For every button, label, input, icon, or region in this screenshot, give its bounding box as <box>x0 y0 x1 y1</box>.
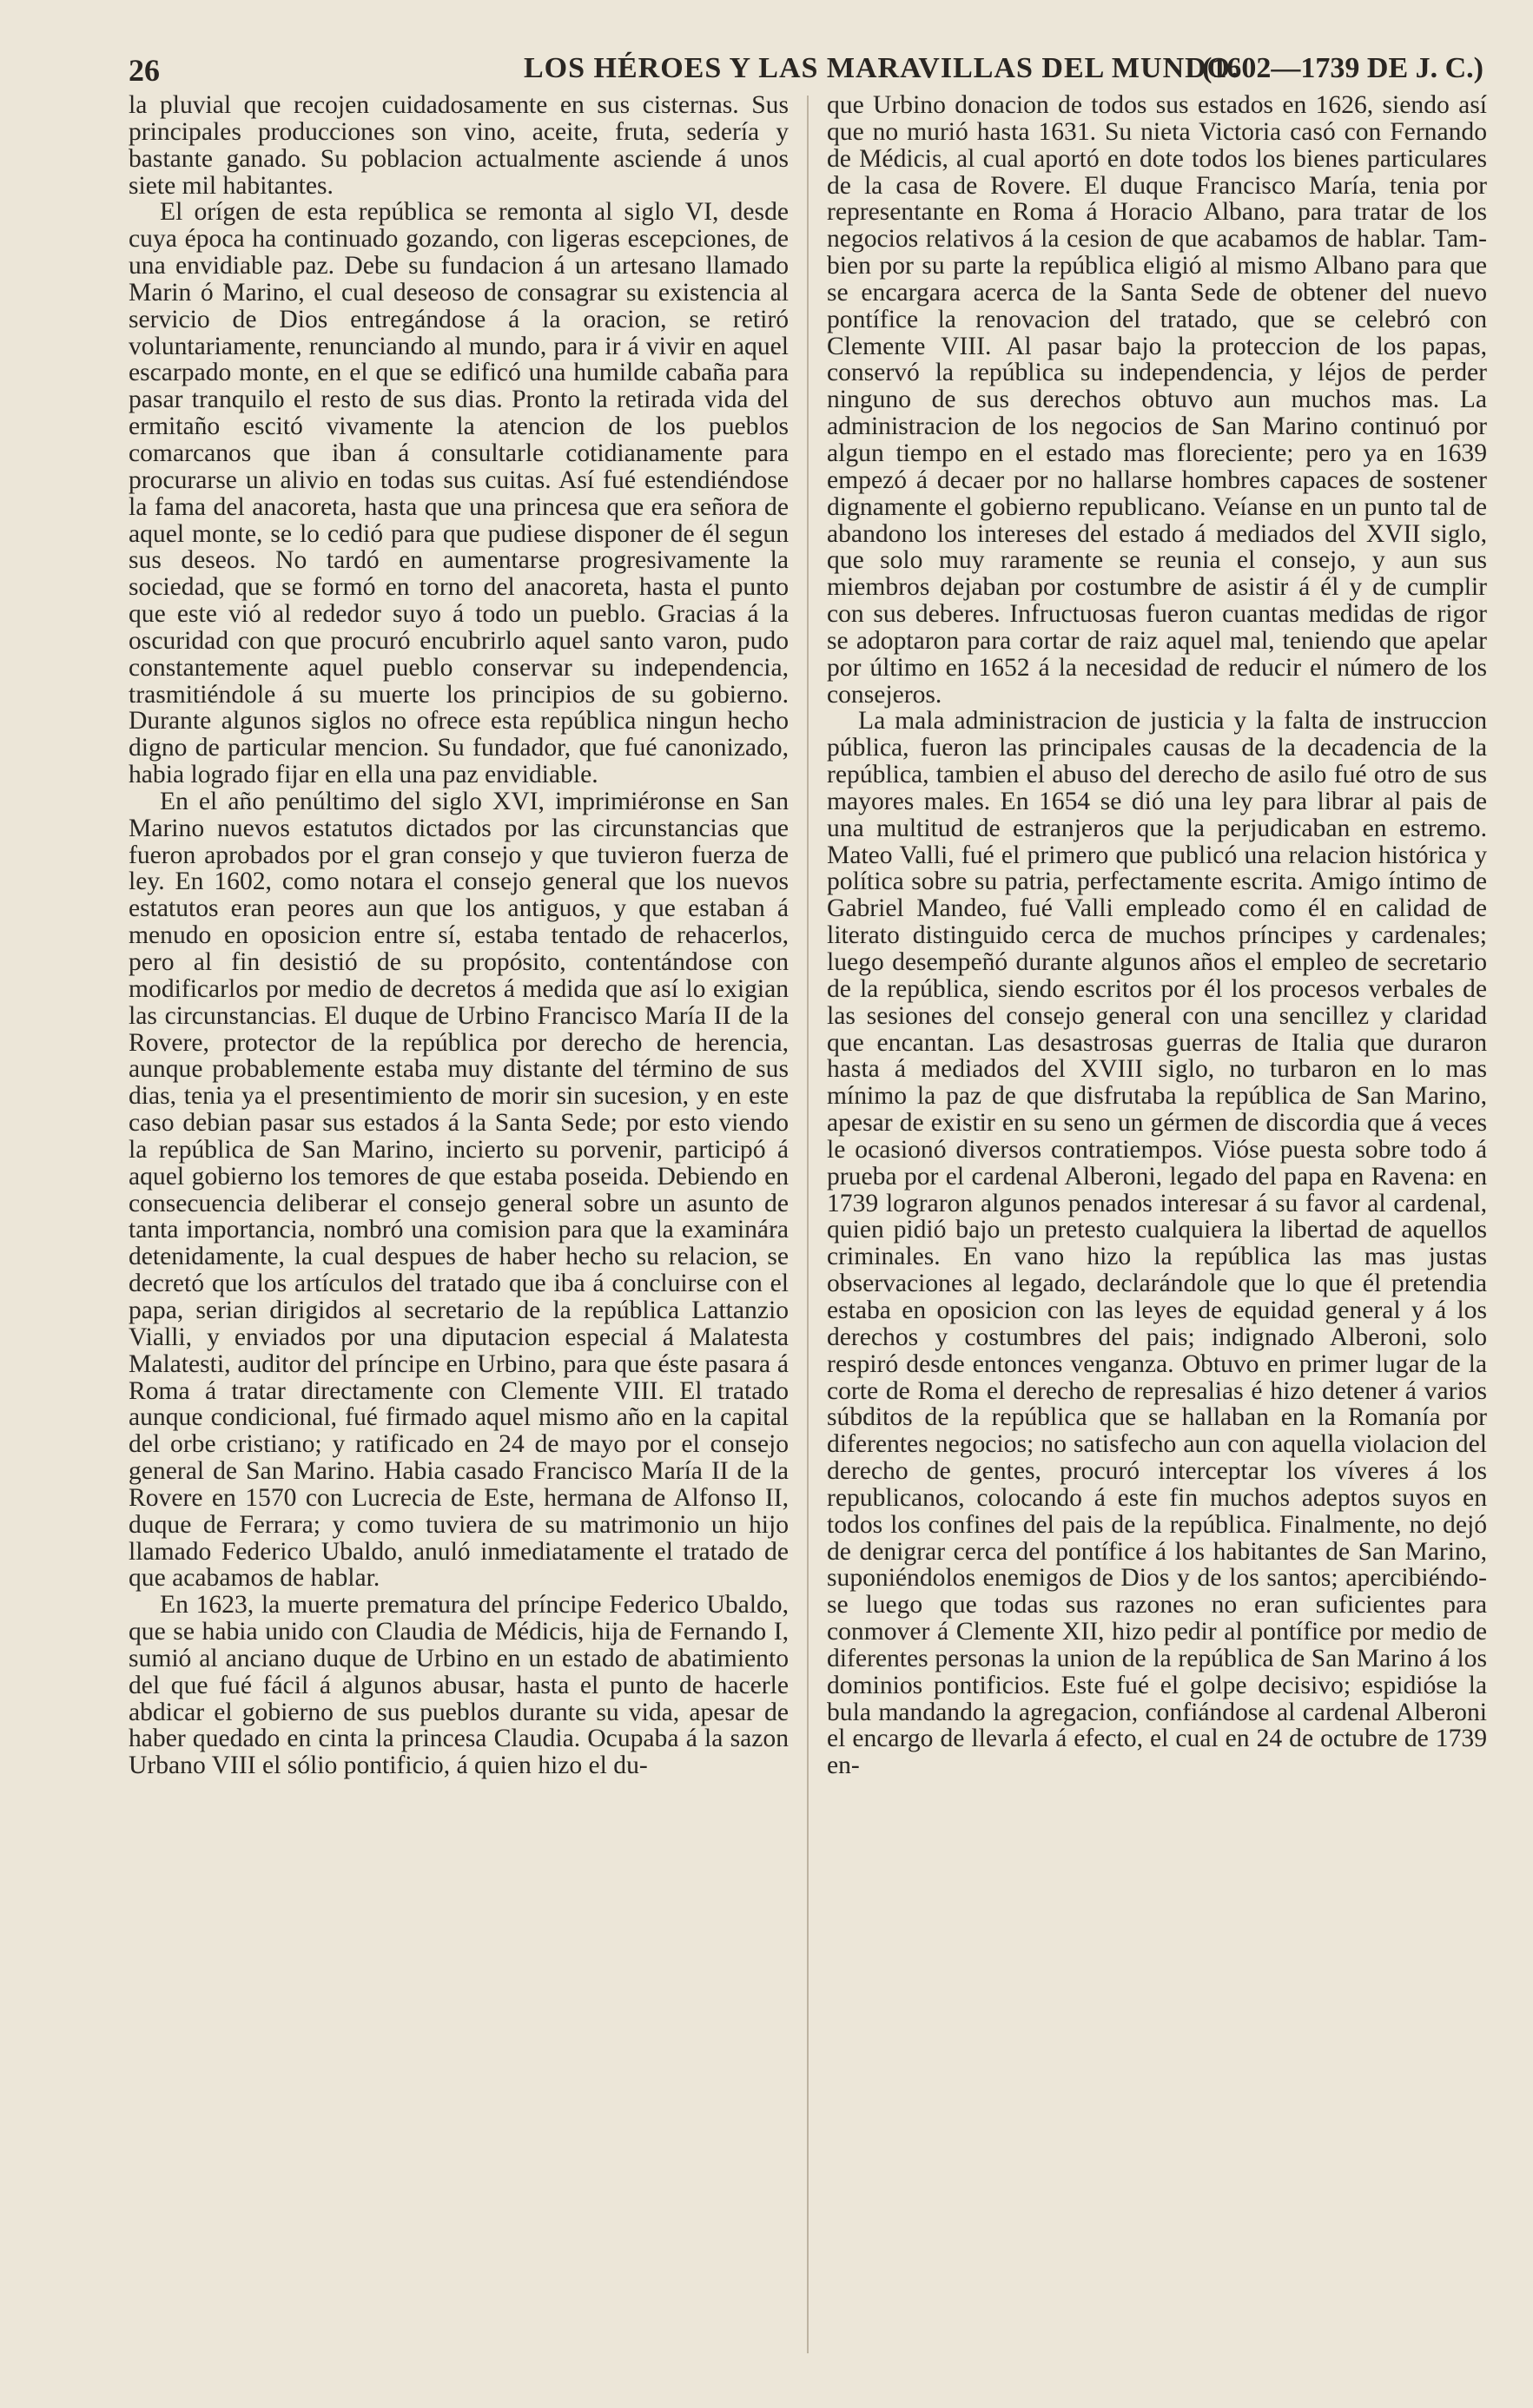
page-header <box>129 47 1483 90</box>
date-range: (1602—1739 DE J. C.) <box>1202 52 1483 84</box>
paragraph: El orígen de esta república se remonta al siglo VI, desde cuya época ha continuado gozando, con ligeras escepciones, de una envidiable paz. Debe su fundacion á un artesano llamado Marin ó Marino, el cual deseoso de consagrar su existencia al servicio de Dios entregándose á la oracion, se retiró voluntariamente, renunciando al mundo, para ir á vivir en aquel escarpado monte, en el que se edificó una humilde cabaña para pasar tranquilo el resto de sus dias. Pronto la retirada vida del ermitaño escitó vivamente la atencion de los pueblos comarcanos que iban á consultarle cotidianamente para procurarse un alivio en todas sus cuitas. Así fué estendiéndose la fama del anacoreta, hasta que una princesa que era señora de aquel monte, se lo cedió para que pudiese disponer de él segun sus deseos. No tardó en aumentarse progresivamente la sociedad, que se formó en torno del anacoreta, hasta el punto que este vió al rededor suyo á todo un pueblo. Gracias á la oscuridad con que procuró encubrirlo aquel santo varon, pudo constantemente aquel pueblo conservar su independencia, trasmitiéndole á su muerte los principios de su gobierno. Durante algunos siglos no ofrece esta república ningun hecho digno de particular mencion. Su fundador, que fué canonizado, habia logrado fijar en ella una paz envidiable. <box>129 198 789 789</box>
column-divider <box>807 96 809 2353</box>
right-column <box>827 92 1487 2385</box>
running-title: LOS HÉROES Y LAS MARAVILLAS DEL MUNDO. <box>524 52 1239 84</box>
page-number: 26 <box>129 53 160 88</box>
paragraph: En el año penúltimo del siglo XVI, imprimiéronse en San Marino nuevos estatutos dictados por las circunstancias que fueron aprobados por el gran consejo y que tuvieron fuerza de ley. En 1602, como notara el consejo general que los nuevos estatutos eran peores aun que los antiguos, y que estaban á menudo en oposicion entre sí, estaba tentado de rehacerlos, pero al fin desistió de su propósito, contentándose con modificarlos por medio de decretos á medida que así lo exigian las circunstancias. El duque de Urbino Francisco María II de la Rovere, protector de la república por derecho de herencia, aunque probablemente estaba muy distante del término de sus dias, tenia ya el presentimiento de morir sin sucesion, y en este caso debian pasar sus estados á la Santa Sede; por esto viendo la república de San Marino, incierto su porvenir, participó á aquel gobierno los temores de que estaba poseida. Debiendo en consecuencia deliberar el consejo general sobre un asunto de tanta importancia, nombró una comision para que la examinára detenidamente, la cual despues de haber hecho su relacion, se decretó que los artículos del tratado que iba á concluirse con el papa, serian dirigidos al secretario de la república Lattanzio Vialli, y enviados por una diputacion especial á Malatesta Malatesti, auditor del príncipe en Urbino, para que éste pasara á Roma á tratar directamente con Clemente VIII. El tratado aunque condicional, fué firmado aquel mismo año en la capital del orbe cristiano; y ratificado en 24 de mayo por el consejo general de San Marino. Habia casado Francisco María II de la Rovere en 1570 con Lucrecia de Este, hermana de Alfonso II, duque de Ferrara; y como tuviera de su matrimonio un hijo llamado Federico Ubaldo, anuló inmediatamente el tratado de que acabamos de hablar. <box>129 787 789 1593</box>
paragraph: que Urbino donacion de todos sus estados en 1626, siendo así que no murió hasta 1631. Su nieta Victoria casó con Fernando de Médicis, al cual aportó en dote todos los bienes particulares de la casa de Rovere. El duque Francisco María, tenia por representante en Roma á Horacio Albano, para tratar de los negocios relativos á la cesion de que acabamos de hablar. Tambien por su parte la república eligió al mismo Albano para que se encargara acerca de la Santa Sede de obtener del nuevo pontífice la renovacion del tratado, que se celebró con Clemente VIII. Al pasar bajo la proteccion de los papas, conservó la república su independencia, y léjos de perder ninguno de sus derechos obtuvo aun muchos mas. La administracion de los negocios de San Marino continuó por algun tiempo en el estado mas floreciente; pero ya en 1639 empezó á decaer por no hallarse hombres capaces de sostener dignamente el gobierno republicano. Veíanse en un punto tal de abandono los intereses del estado á mediados del XVII siglo, que solo muy raramente se reunia el consejo, y aun sus miembros dejaban por costumbre de asistir á él y de cumplir con sus deberes. Infructuosas fueron cuantas medidas de rigor se adoptaron para cortar de raiz aquel mal, teniendo que apelar por último en 1652 á la necesidad de reducir el número de los consejeros. <box>827 92 1487 709</box>
paragraph: En 1623, la muerte prematura del príncipe Federico Ubaldo, que se habia unido con Claudia de Médicis, hija de Fernando I, sumió al anciano duque de Urbino en un estado de abatimiento del que fué fácil á algunos abusar, hasta el punto de hacerle abdicar el gobierno de sus pueblos durante su vida, apesar de haber quedado en cinta la princesa Claudia. Ocupaba á la sazon Urbano VIII el sólio pontificio, á quien hizo el du- <box>129 1591 789 1780</box>
paragraph: La mala administracion de justicia y la falta de instruccion pública, fueron las principales causas de la decadencia de la república, tambien el abuso del derecho de asilo fué otro de sus mayores males. En 1654 se dió una ley para librar al pais de una multitud de estranjeros que la perjudicaban en estremo. Mateo Valli, fué el primero que publicó una relacion histórica y política sobre su patria, perfectamente escrita. Amigo íntimo de Gabriel Mandeo, fué Valli empleado como él en calidad de literato distinguido cerca de muchos príncipes y cardenales; luego desempeñó durante algunos años el empleo de secretario de la república, siendo escritos por él los procesos verbales de las sesiones del consejo general con una sencillez y claridad que encantan. Las desastrosas guerras de Italia que duraron hasta á mediados del XVIII siglo, no turbaron en lo mas mínimo la paz de que disfrutaba la república de San Marino, apesar de existir en su seno un gérmen de discordia que á veces le ocasionó diversos contratiempos. Vióse puesta sobre todo á prueba por el cardenal Alberoni, legado del papa en Ravena: en 1739 lograron algunos penados interesar á su favor al cardenal, quien pidió bajo un pretesto cualquiera la libertad de aquellos criminales. En vano hizo la república las mas justas observaciones al legado, declarándole que lo que él pretendia estaba en oposicion con las leyes de equidad general y á los derechos y costumbres del pais; indignado Alberoni, solo respiró desde entonces venganza. Obtuvo en primer lugar de la corte de Roma el derecho de represalias é hizo detener á varios súbditos de la república que se hallaban en la Romanía por diferentes negocios; no satisfecho aun con aquella violacion del derecho de gentes, procuró interceptar los víveres á los republicanos, colocando á este fin muchos adeptos suyos en todos los confines del pais de la república. Finalmente, no dejó de denigrar cerca del pontífice á los habitantes de San Marino, suponiéndolos enemigos de Dios y de los santos; apercibiéndose luego que todas sus razones no eran suficientes para conmover á Clemente XII, hizo pedir al pontífice por medio de diferentes personas la union de la república de San Marino á los dominios pontificios. Este fué el golpe decisivo; espidióse la bula mandando la agregacion, confiándose al cardenal Alberoni el encargo de llevarla á efecto, el cual en 24 de octubre de 1739 en- <box>827 707 1487 1780</box>
left-column <box>129 92 789 2385</box>
paragraph: la pluvial que recojen cuidadosamente en sus cisternas. Sus principales producciones son vino, aceite, fruta, sedería y bastante ganado. Su poblacion actualmente asciende á unos siete mil habitantes. <box>129 92 789 200</box>
